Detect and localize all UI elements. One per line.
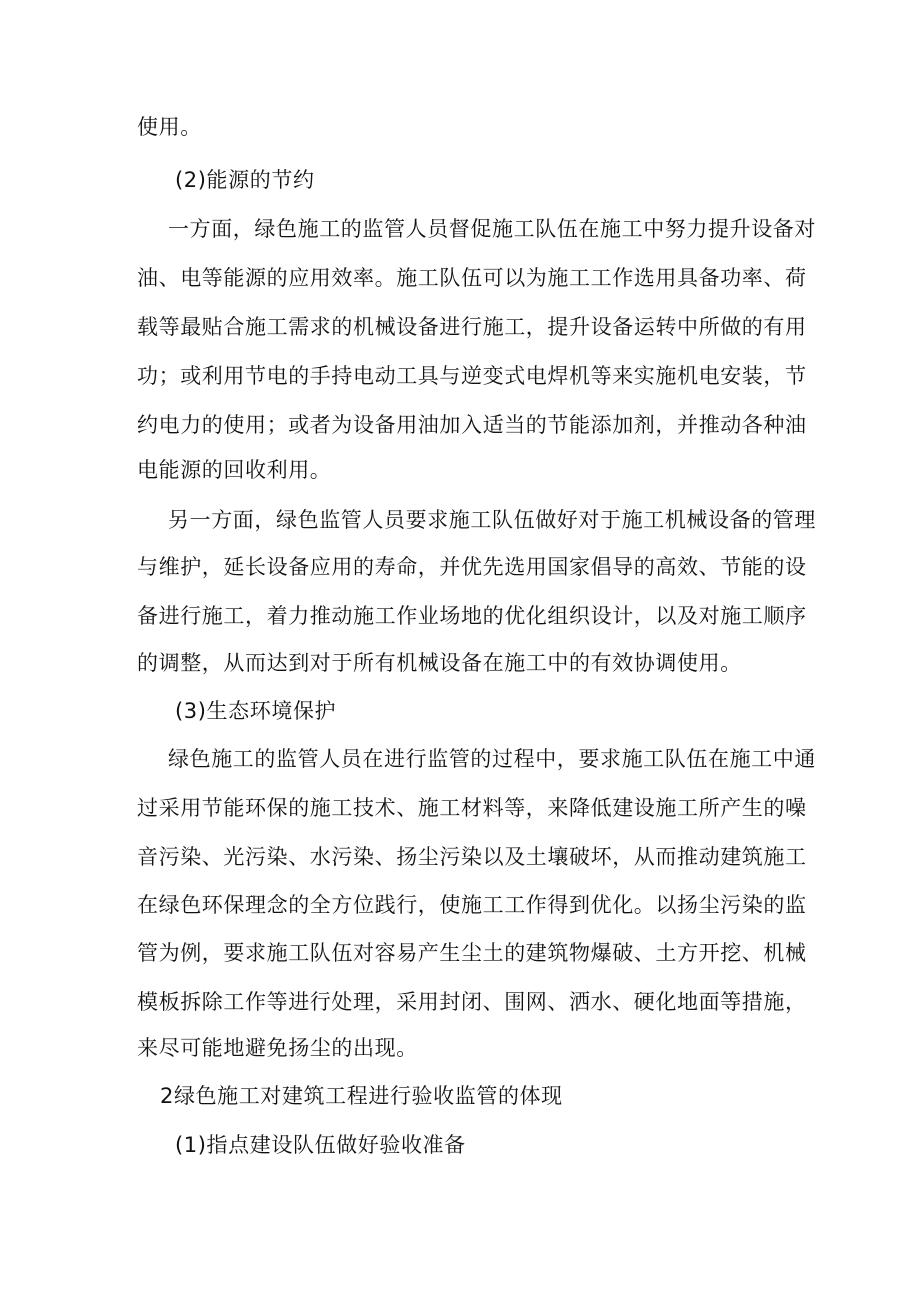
text-line: 载等最贴合施工需求的机械设备进行施工，提升设备运转中所做的有用 — [137, 315, 807, 339]
text-line: 电能源的回收利用。 — [137, 458, 332, 482]
text-line: 使用。 — [137, 115, 202, 139]
subsection-heading-ecology: (3)生态环境保护 — [175, 699, 337, 723]
text-line: 音污染、光污染、水污染、扬尘污染以及土壤破坏，从而推动建筑施工 — [137, 845, 807, 869]
text-line: 的调整，从而达到对于所有机械设备在施工中的有效协调使用。 — [137, 651, 742, 675]
subsection-heading-energy: (2)能源的节约 — [175, 168, 315, 192]
text-line: 模板拆除工作等进行处理，采用封闭、围网、洒水、硬化地面等措施， — [137, 990, 807, 1014]
text-line: 与维护，延长设备应用的寿命，并优先选用国家倡导的高效、节能的设 — [137, 555, 807, 579]
text-line: 约电力的使用；或者为设备用油加入适当的节能添加剂，并推动各种油 — [137, 413, 807, 437]
text-line: 功；或利用节电的手持电动工具与逆变式电焊机等来实施机电安装，节 — [137, 364, 807, 388]
text-line: 在绿色环保理念的全方位践行，使施工工作得到优化。以扬尘污染的监 — [137, 893, 807, 917]
text-line: 油、电等能源的应用效率。施工队伍可以为施工工作选用具备功率、荷 — [137, 266, 807, 290]
text-line: 一方面，绿色施工的监管人员督促施工队伍在施工中努力提升设备对 — [168, 217, 816, 241]
text-line: 管为例，要求施工队伍对容易产生尘土的建筑物爆破、土方开挖、机械 — [137, 941, 807, 965]
text-line: 过采用节能环保的施工技术、施工材料等，来降低建设施工所产生的噪 — [137, 796, 807, 820]
subsection-heading-preparation: (1)指点建设队伍做好验收准备 — [175, 1133, 466, 1157]
text-line: 绿色施工的监管人员在进行监管的过程中，要求施工队伍在施工中通 — [168, 747, 816, 771]
text-line: 另一方面，绿色监管人员要求施工队伍做好对于施工机械设备的管理 — [168, 508, 816, 532]
text-line: 备进行施工，着力推动施工作业场地的优化组织设计，以及对施工顺序 — [137, 604, 807, 628]
section-heading-acceptance: 2绿色施工对建筑工程进行验收监管的体现 — [160, 1084, 563, 1108]
text-line: 来尽可能地避免扬尘的出现。 — [137, 1036, 418, 1060]
